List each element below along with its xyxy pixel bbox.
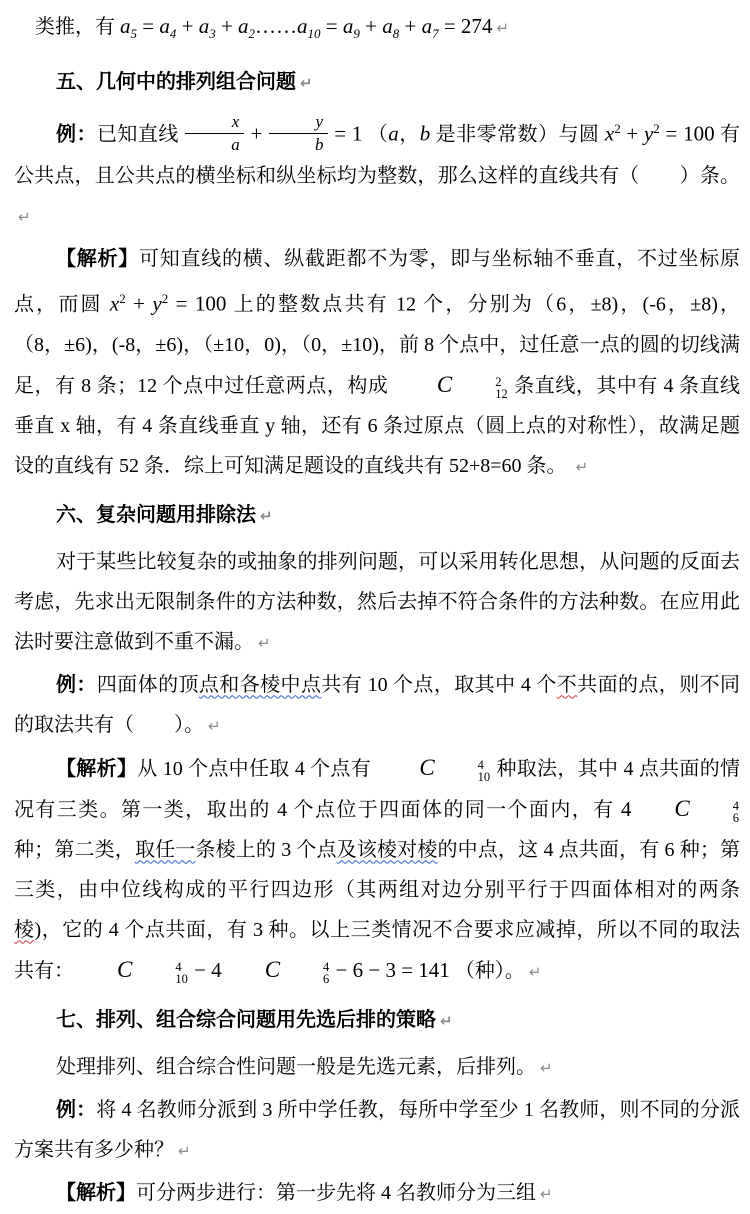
fraction-numerator: x	[231, 112, 240, 132]
text-run: 条棱上的 3 个点	[195, 838, 337, 861]
math-variable: a	[388, 121, 399, 146]
text-run: 五、几何中的排列组合问题	[56, 71, 296, 93]
math-variable: a	[382, 14, 393, 38]
combination-subscript: 10	[477, 769, 491, 784]
fraction-denominator: a	[185, 133, 244, 153]
paragraph	[14, 542, 740, 663]
combination-subscript: 12	[495, 386, 508, 401]
math-text: +	[399, 14, 422, 38]
paragraph-mark-icon: ↵	[300, 74, 313, 92]
combination-superscript: 4	[477, 757, 484, 772]
math-superscript: 2	[119, 291, 126, 307]
math-text: +	[215, 14, 239, 38]
paragraph	[14, 1173, 740, 1214]
paragraph	[14, 748, 740, 992]
math-variable: x	[109, 291, 120, 316]
text-run: 类推，有	[35, 16, 120, 38]
math-subscript: 9	[353, 26, 360, 41]
math-text: +	[125, 291, 153, 316]
bold-text: 例：	[56, 123, 97, 146]
text-run: 七、排列、组合综合问题用先选后排的策略	[56, 1008, 436, 1031]
bold-text: 【解析】	[56, 1181, 136, 1204]
text-run: 共面的点，则不同的取法共有（ ）。	[14, 673, 741, 736]
text-run: 四面体的顶	[96, 673, 199, 696]
math-variable: a	[198, 14, 210, 38]
paragraph-mark-icon: ↵	[496, 19, 509, 37]
paragraph	[14, 1090, 740, 1171]
math-subscript: 10	[307, 26, 321, 41]
text-run: 上的整数点共有 12 个，分别为（6，±8)，(-6，±8)，（8，±6)，(-8，±6)，（±10，0)，（0，±10)，前 8 个点中，过任意一点的圆的切线满足，有 8 条；12 个点中过任意两点，构成	[14, 293, 741, 397]
fraction-denominator: b	[269, 133, 328, 153]
math-subscript: 7	[432, 26, 439, 41]
text-run: （种）。	[449, 959, 525, 982]
combination-symbol	[223, 950, 330, 990]
fraction	[269, 113, 328, 153]
paragraph-mark-icon: ↵	[575, 457, 589, 476]
text-run: 共有 10 个点，取其中 4 个	[321, 673, 557, 696]
misspell-wavy-blue-text: 及该棱对棱	[336, 838, 438, 861]
combination-subscript: 10	[175, 971, 188, 986]
combination-symbol	[377, 748, 490, 788]
combination-symbol	[75, 950, 188, 990]
combination-subscript: 6	[323, 971, 330, 986]
section-heading	[14, 67, 740, 98]
paragraph-mark-icon: ↵	[540, 1184, 553, 1203]
math-subscript: 8	[392, 26, 400, 41]
math-subscript: 2	[248, 26, 256, 41]
math-text: =	[320, 14, 343, 38]
paragraph	[14, 239, 740, 487]
bold-text: 【解析】	[56, 248, 139, 271]
text-run: ，	[398, 123, 420, 146]
text-run: 有公共点，且公共点的横坐标和纵坐标均为整数，那么这样的直线共有（ ）条。	[14, 123, 741, 188]
paragraph-mark-icon: ↵	[178, 1141, 191, 1160]
paragraph-mark-icon: ↵	[260, 506, 273, 525]
text-run: 的中点，这 4 点共面，有 6 种；第三类，由中位线构成的平行四边形（其两组对边分别平行于四面体相对的两条	[14, 838, 741, 901]
combination-letter: C	[436, 371, 453, 397]
fraction-numerator: y	[315, 112, 324, 132]
text-run: 种；第二类，	[14, 838, 135, 861]
combination-scripts	[453, 376, 508, 400]
text-run: 将 4 名教师分派到 3 所中学任教，每所中学至少 1 名教师，则不同的分派方案共有多少种？	[14, 1098, 741, 1161]
combination-subscript: 6	[732, 810, 739, 825]
paragraph-mark-icon: ↵	[208, 716, 221, 735]
bold-text: 【解析】	[56, 757, 138, 780]
combination-symbol	[632, 789, 739, 829]
section-heading	[14, 1005, 740, 1036]
math-superscript: 2	[161, 291, 169, 307]
paragraph-mark-icon: ↵	[528, 962, 542, 981]
combination-scripts	[436, 759, 491, 783]
section-heading	[14, 500, 740, 531]
text-run: 从 10 个点中任取 4 个点有	[137, 757, 377, 780]
paragraph	[14, 6, 740, 54]
text-run: 六、复杂问题用排除法	[56, 503, 256, 526]
math-text: +	[244, 121, 269, 146]
math-variable: a	[159, 14, 170, 38]
misspell-wavy-red-text: 棱	[14, 918, 35, 941]
paragraph-mark-icon: ↵	[258, 633, 271, 652]
math-subscript: 5	[130, 26, 137, 41]
text-run: 是非零常数）与圆	[430, 123, 605, 146]
text-run: )，它的 4 个点共面，有 3 种。以上三类情况不合要求应减掉，所以不同的取法共有：	[14, 918, 740, 982]
math-text: 4	[620, 796, 632, 821]
fraction	[185, 113, 244, 153]
combination-superscript: 4	[732, 798, 739, 813]
math-text: =	[137, 14, 160, 38]
bold-text: 例：	[56, 1098, 97, 1121]
paragraph-mark-icon: ↵	[540, 1058, 553, 1077]
combination-superscript: 2	[495, 374, 502, 389]
text-run: 条直线，其中有 4 条直线垂直 x 轴，有 4 条直线垂直 y 轴，还有 6 条过原点（圆上点的对称性），故满足题设的直线有 52 条．综上可知满足题设的直线共有 52+8=60 条。	[14, 374, 741, 477]
combination-scripts	[691, 800, 739, 824]
combination-superscript: 4	[323, 959, 330, 974]
combination-letter: C	[419, 754, 435, 780]
misspell-wavy-blue-text: 点和各棱中点	[198, 673, 322, 696]
misspell-wavy-blue-text: 取任一	[134, 838, 196, 861]
combination-symbol	[395, 365, 508, 405]
math-variable: y	[152, 291, 162, 316]
bold-text: 例：	[56, 673, 97, 696]
math-variable: a	[342, 14, 354, 38]
text-run: 种取法，其中 4 点共面的情况有三类。第一类，取出的 4 个点位于四面体的同一个面内，有	[14, 757, 741, 821]
math-text: +	[620, 121, 644, 146]
math-superscript: 2	[653, 121, 660, 136]
combination-superscript: 4	[175, 959, 182, 974]
paragraph	[14, 1047, 740, 1088]
paragraph-mark-icon: ↵	[440, 1011, 453, 1030]
math-text: ……	[255, 14, 298, 38]
text-run: 可分两步进行：第一步先将 4 名教师分为三组	[136, 1181, 536, 1204]
math-text: − 4	[188, 957, 222, 982]
combination-scripts	[281, 961, 329, 985]
math-variable: x	[604, 121, 615, 146]
text-run: 已知直线	[96, 123, 185, 146]
math-superscript: 2	[614, 121, 621, 136]
math-text: = 274	[438, 14, 493, 38]
math-text: = 100	[659, 121, 715, 146]
math-text: − 6 − 3 = 141	[330, 957, 450, 982]
math-text: = 100	[168, 291, 227, 316]
combination-letter: C	[674, 795, 690, 821]
math-subscript: 3	[209, 26, 216, 41]
text-run: 处理排列、组合综合性问题一般是先选元素，后排列。	[56, 1055, 536, 1078]
combination-scripts	[133, 961, 188, 985]
paragraph	[14, 665, 740, 746]
text-run: 对于某些比较复杂的或抽象的排列问题，可以采用转化思想，从问题的反面去考虑，先求出无限制条件的方法种数，然后去掉不符合条件的方法种数。在应用此法时要注意做到不重不漏。	[14, 550, 740, 653]
math-text: +	[176, 14, 199, 38]
misspell-wavy-red-text: 不	[556, 673, 578, 696]
paragraph	[14, 109, 740, 237]
math-variable: a	[120, 14, 131, 38]
combination-letter: C	[117, 956, 133, 982]
math-variable: a	[238, 14, 249, 38]
math-variable: a	[421, 14, 433, 38]
text-run: （	[362, 123, 389, 146]
math-text: +	[359, 14, 383, 38]
math-text: = 1	[328, 121, 363, 146]
math-subscript: 4	[169, 26, 177, 41]
math-variable: b	[419, 121, 431, 146]
paragraph-mark-icon: ↵	[18, 208, 31, 227]
math-variable: y	[643, 121, 654, 146]
math-variable: a	[297, 14, 308, 38]
combination-letter: C	[264, 956, 281, 982]
text-run: 可知直线的横、纵截距都不为零，即与坐标轴不垂直，不过坐标原点，而圆	[14, 248, 740, 316]
